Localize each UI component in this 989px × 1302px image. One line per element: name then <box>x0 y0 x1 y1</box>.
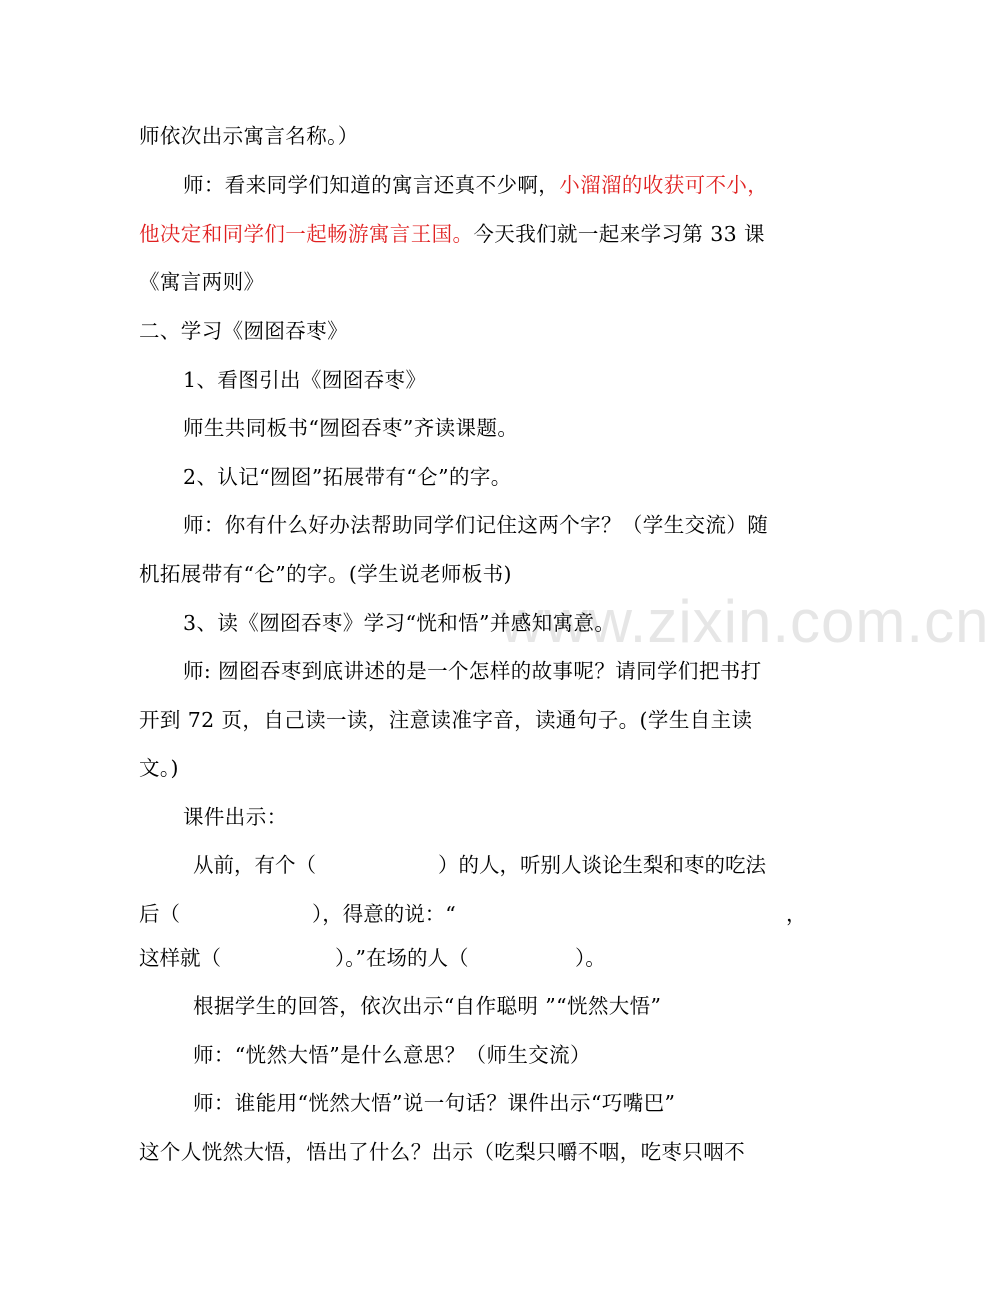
fill-blank-3-end: ）。”在场的人（ <box>335 946 469 970</box>
fill-blank-4-end: ）。 <box>575 946 606 970</box>
text-line-14: 文。) <box>139 756 179 780</box>
fill-blank-3-start: 这样就（ <box>139 946 221 970</box>
text-line-1: 师依次出示寓言名称。） <box>139 124 359 148</box>
text-line-3-black: 今天我们就一起来学习第 33 课 <box>473 222 765 246</box>
text-line-3 <box>139 222 765 246</box>
fill-blank-quote-comma: ， <box>786 902 807 926</box>
fill-blank-2-end: ），得意的说：“ <box>312 902 456 926</box>
fill-blank-2-start: 后（ <box>139 902 180 926</box>
text-line-10: 机拓展带有“仑”的字。(学生说老师板书) <box>139 562 512 586</box>
text-line-22: 这个人恍然大悟，悟出了什么？出示（吃梨只嚼不咽，吃枣只咽不 <box>139 1140 746 1164</box>
text-line-6: 1、看图引出《囫囵吞枣》 <box>183 368 427 392</box>
text-line-2 <box>183 173 768 197</box>
text-line-20: 师：“恍然大悟”是什么意思？（师生交流） <box>193 1043 591 1067</box>
text-line-12: 师: 囫囵吞枣到底讲述的是一个怎样的故事呢？请同学们把书打 <box>183 659 762 683</box>
watermark: www.zixin.com.cn <box>500 588 989 655</box>
text-line-21: 师：谁能用“恍然大悟”说一句话？课件出示“巧嘴巴” <box>193 1091 676 1115</box>
text-line-4: 《寓言两则》 <box>139 270 265 294</box>
text-line-8: 2、认记“囫囵”拓展带有“仑”的字。 <box>183 465 512 489</box>
text-line-9: 师：你有什么好办法帮助同学们记住这两个字？（学生交流）随 <box>183 513 769 537</box>
text-line-2-red: 小溜溜的收获可不小， <box>559 173 769 197</box>
fill-blank-1-end: ）的人，听别人谈论生梨和枣的吃法 <box>438 853 766 877</box>
text-line-11: 3、读《囫囵吞枣》学习“恍和悟”并感知寓意。 <box>183 611 616 635</box>
text-line-7: 师生共同板书“囫囵吞枣”齐读课题。 <box>183 416 519 440</box>
fill-blank-1-start: 从前，有个（ <box>193 853 316 877</box>
text-line-3-red: 他决定和同学们一起畅游寓言王国。 <box>139 222 474 246</box>
text-line-2-black: 师：看来同学们知道的寓言还真不少啊， <box>183 173 560 197</box>
section-heading: 二、学习《囫囵吞枣》 <box>139 319 348 343</box>
text-line-13: 开到 72 页，自己读一读，注意读准字音，读通句子。(学生自主读 <box>139 708 753 732</box>
text-line-19: 根据学生的回答，依次出示“自作聪明 ”“恍然大悟” <box>193 994 662 1018</box>
text-line-15: 课件出示： <box>183 805 288 829</box>
